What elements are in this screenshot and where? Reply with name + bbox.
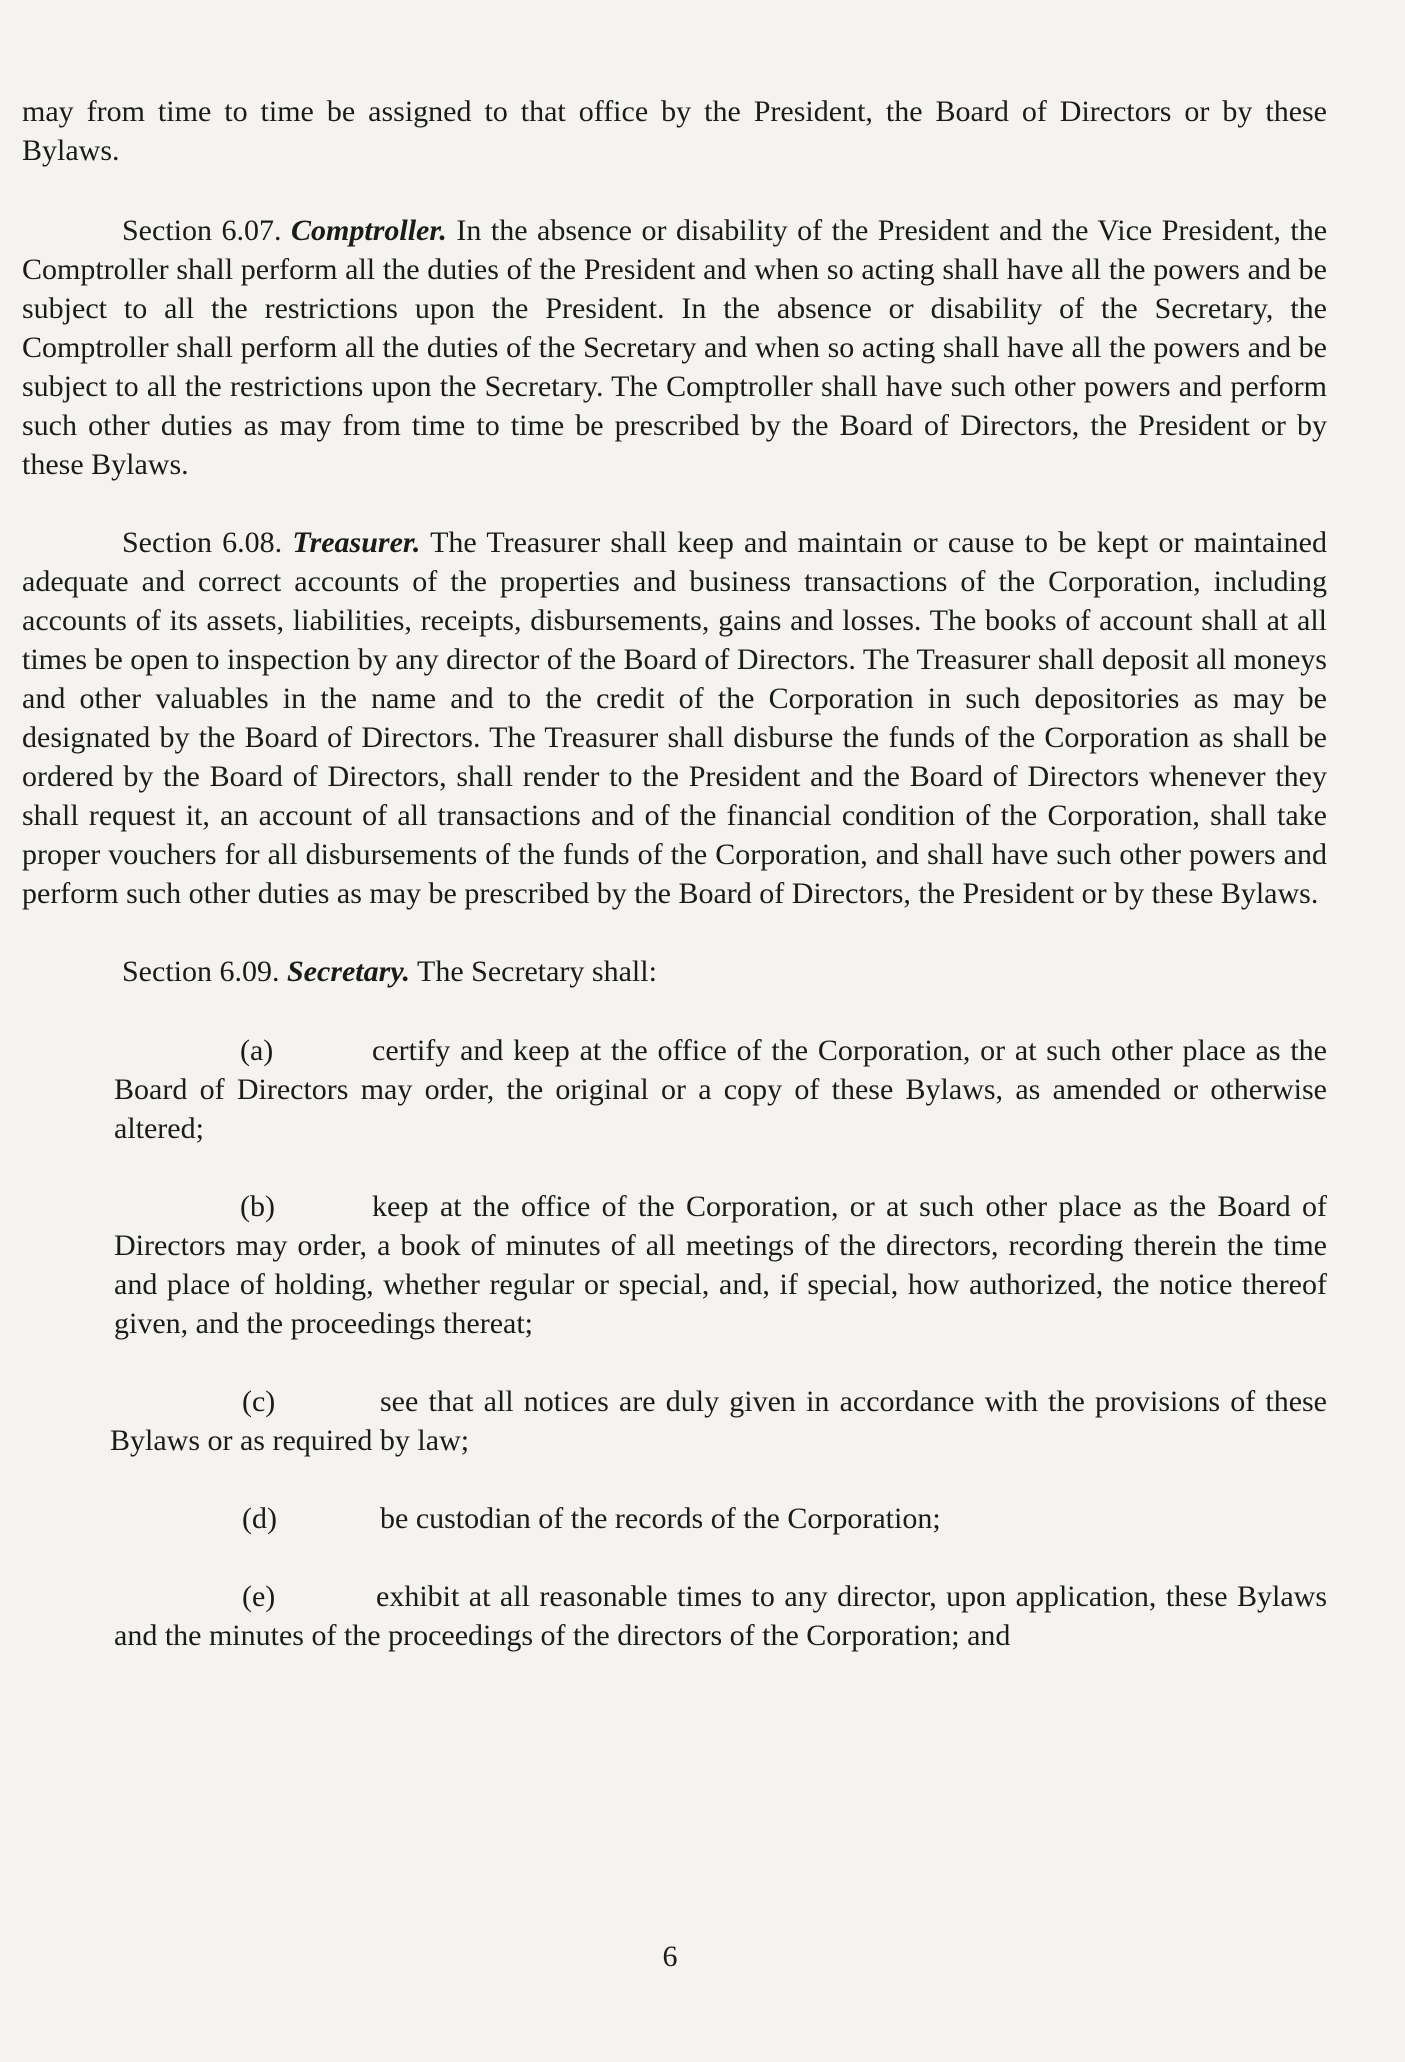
section-number: Section 6.08. — [122, 526, 283, 559]
section-body: The Secretary shall: — [417, 955, 657, 988]
list-item-e — [22, 1577, 1327, 1655]
item-label: (c) — [242, 1385, 276, 1418]
section-body: The Treasurer shall keep and maintain or cause to be kept or maintained adequate and correct accounts of the properties and business transactions of the Corporation, including accounts of its assets, liabilities, receipts, disbursements, gains and losses. The books of account shall at all times be open to inspection by any director of the Board of Directors. The Treasurer shall deposit all moneys and other valuables in the name and to the credit of the Corporation in such depositories as may be designated by the Board of Directors. The Treasurer shall disburse the funds of the Corporation as shall be ordered by the Board of Directors, shall render to the President and the Board of Directors whenever they shall request it, an account of all transactions and of the financial condition of the Corporation, shall take proper vouchers for all disbursements of the funds of the Corporation, and shall have such other powers and perform such other duties as may be prescribed by the Board of Directors, the President or by these Bylaws. — [22, 526, 1327, 910]
list-item-d — [22, 1499, 1327, 1538]
list-item-c — [22, 1382, 1327, 1460]
page-number: 6 — [662, 1940, 678, 1973]
section-body: In the absence or disability of the President and the Vice President, the Comptroller shall perform all the duties of the President and when so acting shall have all the powers and be subject to all the restrictions upon the President. In the absence or disability of the Secretary, the Comptroller shall perform all the duties of the Secretary and when so acting shall have all the powers and be subject to all the restrictions upon the Secretary. The Comptroller shall have such other powers and perform such other duties as may from time to time be prescribed by the Board of Directors, the President or by these Bylaws. — [22, 214, 1328, 481]
item-text: be custodian of the records of the Corporation; — [380, 1502, 941, 1535]
item-text: exhibit at all reasonable times to any director, upon application, these Bylaws and the minutes of the proceedings of the directors of the Corporation; and — [114, 1580, 1327, 1652]
list-item-a — [22, 1031, 1327, 1148]
section-6-07 — [22, 211, 1327, 484]
section-6-09 — [22, 952, 1327, 991]
item-label: (d) — [242, 1502, 277, 1535]
item-text: certify and keep at the office of the Corporation, or at such other place as the Board of Directors may order, the original or a copy of these Bylaws, as amended or otherwise altered; — [114, 1034, 1327, 1145]
item-text: see that all notices are duly given in accordance with the provisions of these Bylaws or as required by law; — [110, 1385, 1327, 1457]
item-label: (b) — [240, 1190, 275, 1223]
section-6-08 — [22, 523, 1327, 913]
section-title: Comptroller. — [291, 214, 447, 247]
section-number: Section 6.09. — [122, 955, 280, 988]
continued-paragraph — [22, 92, 1327, 170]
section-title: Secretary. — [287, 955, 411, 988]
continued-text: may from time to time be assigned to that office by the President, the Board of Directors or by these Bylaws. — [22, 95, 1327, 167]
item-text: keep at the office of the Corporation, or at such other place as the Board of Directors may order, a book of minutes of all meetings of the directors, recording therein the time and place of holding, whether regular or special, and, if special, how authorized, the notice thereof given, and the proceedings thereat; — [114, 1190, 1327, 1340]
section-number: Section 6.07. — [122, 214, 282, 247]
list-item-b — [22, 1187, 1327, 1343]
item-label: (e) — [242, 1580, 276, 1613]
section-title: Treasurer. — [292, 526, 421, 559]
item-label: (a) — [240, 1034, 274, 1067]
